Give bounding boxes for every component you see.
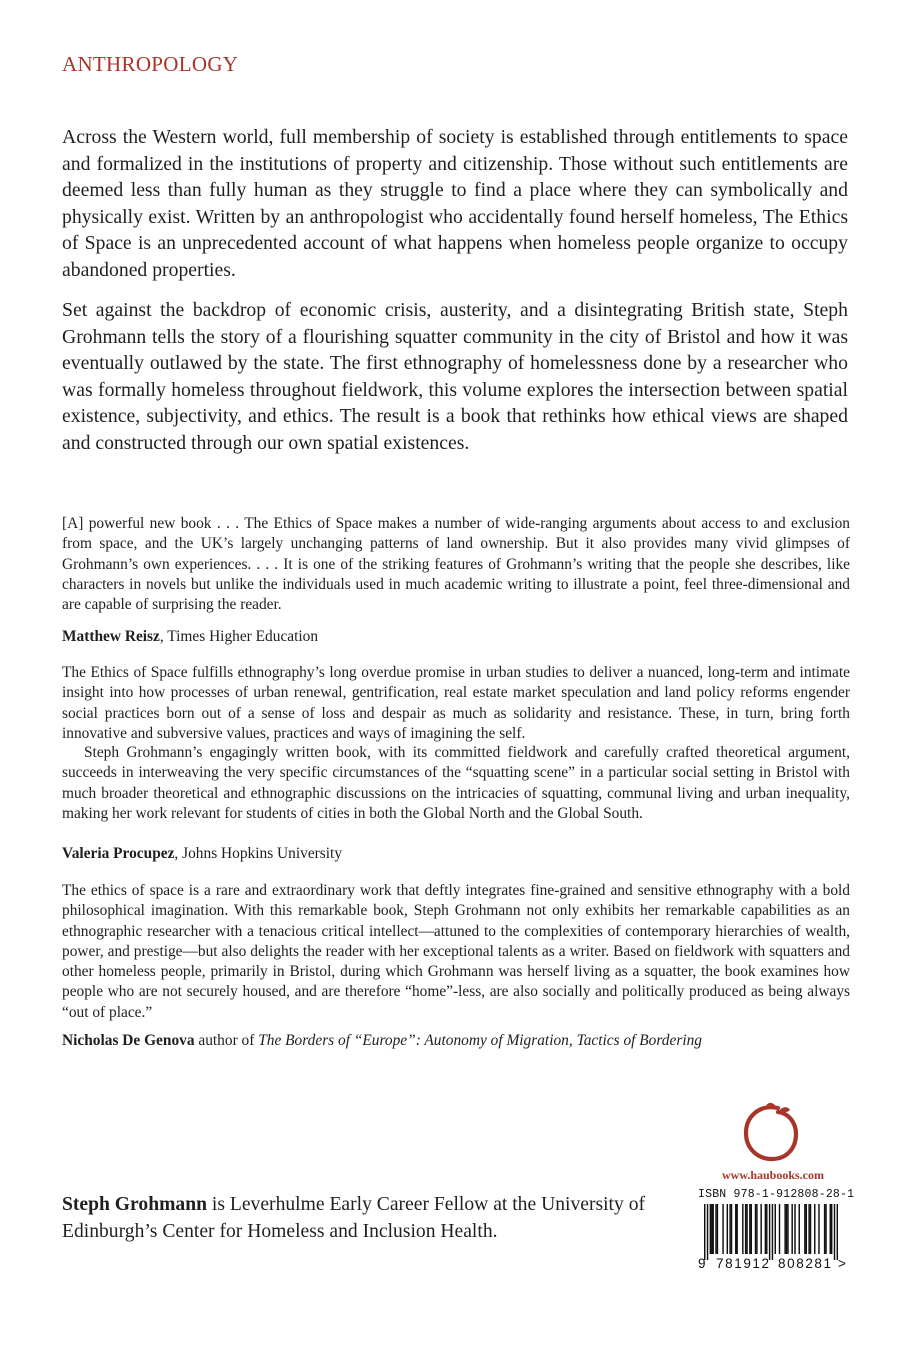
- barcode-bar: [791, 1204, 792, 1254]
- barcode-bar: [830, 1204, 831, 1254]
- barcode-bar: [760, 1204, 761, 1254]
- isbn-barcode: [698, 1188, 855, 1271]
- author-name: Steph Grohmann: [62, 1194, 208, 1215]
- reviewer-affiliation: , Times Higher Education: [159, 628, 319, 645]
- barcode-bar: [707, 1204, 708, 1260]
- barcode-bar: [775, 1204, 776, 1254]
- review-3-text: The ethics of space is a rare and extraordinary work that deftly integrates fine-grained and sensitive ethnography with a bold philosophical imagination. With this remarkable book, Steph Grohmann not only exhibits her remarkable capabilities as an ethnographic researcher with a tenacious critical intellect—attuned to the complexities of contemporary hierarchies of wealth, power, and prestige—but also delights the reader with her exceptional talents as a writer. Based on fieldwork with squatters and other homeless people, primarily in Bristol, during which Grohmann was herself living as a squatter, the book examines how people who are not securely housed, and are therefore “home”-less, are also socially and politically produced as being always “out of place.”: [62, 882, 850, 1021]
- barcode-bar: [736, 1204, 737, 1254]
- barcode-bar: [727, 1204, 728, 1254]
- barcode-bar: [779, 1204, 780, 1254]
- barcode-group-2: 808281: [778, 1256, 833, 1271]
- barcode-bar: [784, 1204, 785, 1254]
- barcode-bar: [742, 1204, 743, 1254]
- barcode-bar: [756, 1204, 757, 1254]
- barcode-bar: [717, 1204, 718, 1254]
- barcode-bar: [722, 1204, 723, 1254]
- barcode-bar: [804, 1204, 805, 1254]
- review-1-attribution: [62, 627, 850, 647]
- publisher-website[interactable]: www.haubooks.com: [721, 1168, 825, 1182]
- barcode-bar: [808, 1204, 809, 1254]
- barcode-bar: [799, 1204, 800, 1254]
- reviewer-name: Matthew Reisz: [62, 628, 160, 645]
- review-2-text-continued: Steph Grohmann’s engagingly written book, with its committed fieldwork and carefully crafted theoretical argument, succeeds in interweaving the very specific circumstances of the “squatting scene” in a particular social setting in Bristol with much broader theoretical and ethnographic discussions on the intricacies of squatting, communal living and urban inequality, making her work relevant for students of cities in both the Global North and the Global South.: [62, 744, 850, 822]
- barcode-bar: [806, 1204, 807, 1254]
- barcode-bar: [746, 1204, 747, 1254]
- reviewer-name: Valeria Procupez: [62, 845, 175, 862]
- reviewer-book-title: The Borders of “Europe”: Autonomy of Migration, Tactics of Bordering: [258, 1032, 702, 1049]
- barcode-bar: [765, 1204, 766, 1254]
- barcode-bar: [769, 1204, 770, 1260]
- barcode-bar: [710, 1204, 711, 1254]
- barcode-bar: [755, 1204, 756, 1254]
- barcode-bar: [787, 1204, 788, 1254]
- barcode-bar: [745, 1204, 746, 1254]
- barcode-bar: [794, 1204, 795, 1254]
- barcode-bar: [825, 1204, 826, 1254]
- barcode-bar: [712, 1204, 713, 1254]
- barcode-bar: [831, 1204, 832, 1254]
- category-label: ANTHROPOLOGY: [62, 52, 239, 76]
- isbn-label: ISBN 978-1-912808-28-1: [698, 1188, 855, 1201]
- barcode-bar: [837, 1204, 838, 1260]
- barcode-bar: [729, 1204, 730, 1254]
- author-bio: [62, 1192, 682, 1245]
- barcode-bar: [818, 1204, 819, 1254]
- barcode-arrow: >: [838, 1256, 846, 1271]
- barcode-bar: [766, 1204, 767, 1254]
- barcode-bar: [715, 1204, 716, 1254]
- barcode-bar: [751, 1204, 752, 1254]
- review-2-attribution: [62, 844, 850, 864]
- barcode-bar: [814, 1204, 815, 1254]
- reviewer-name: Nicholas De Genova: [62, 1032, 195, 1049]
- barcode-bars: [704, 1204, 838, 1260]
- barcode-bar: [772, 1204, 773, 1260]
- barcode-bar: [711, 1204, 712, 1254]
- review-3-attribution: [62, 1031, 850, 1051]
- barcode-bar: [810, 1204, 811, 1254]
- blurb-paragraph-2: Set against the backdrop of economic crisis, austerity, and a disintegrating British state, Steph Grohmann tells the story of a flourishing squatter community in the city of Bristol and how it was eventually outlawed by the state. The first ethnography of homelessness done by a researcher who was formally homeless throughout fieldwork, this volume explores the intersection between spatial existence, subjectivity, and ethics. The result is a book that rethinks how ethical views are shaped and constructed through our own spatial existences.: [62, 299, 848, 454]
- review-1-text: [A] powerful new book . . . The Ethics of Space makes a number of wide-ranging arguments about access to and exclusion from space, and the UK’s largely unchanging patterns of land ownership. But it also provides many vivid glimpses of Grohmann’s own experiences. . . . It is one of the striking features of Grohmann’s writing that the people she describes, like characters in novels but unlike the individuals used in much academic writing to illustrate a point, feel three-dimensional and are capable of surprising the reader.: [62, 515, 850, 614]
- blurb-paragraph-1: Across the Western world, full membership of society is established through entitlements to space and formalized in the institutions of property and citizenship. Those without such entitlements are deemed less than fully human as they struggle to find a place where they can symbolically and physically exist. Written by an anthropologist who accidentally found herself homeless, The Ethics of Space is an unprecedented account of what happens when homeless people organize to occupy abandoned properties.: [62, 126, 848, 281]
- barcode-first-digit: 9: [698, 1256, 706, 1271]
- review-2-text: The Ethics of Space fulfills ethnography’s long overdue promise in urban studies to deliver a nuanced, long-term and intimate insight into how processes of urban renewal, gentrification, real estate market speculation and land policy reforms engender social practices born out of a sense of loss and despair as much as solidarity and resistance. These, in turn, bring forth innovative and subversive values, practices and ways of imagining the self.: [62, 664, 850, 742]
- barcode-bar: [731, 1204, 732, 1254]
- barcode-bar: [749, 1204, 750, 1254]
- barcode-bar: [824, 1204, 825, 1254]
- barcode-bar: [735, 1204, 736, 1254]
- ouroboros-logo-icon: [738, 1100, 804, 1166]
- author-bio-text: is Leverhulme Early Career Fellow at the University of Edinburgh’s Center for Homeless and Inclusion Health.: [62, 1194, 646, 1242]
- barcode-bar: [834, 1204, 835, 1260]
- barcode-group-1: 781912: [716, 1256, 771, 1271]
- reviewer-affiliation: , Johns Hopkins University: [174, 845, 343, 862]
- barcode-bar: [786, 1204, 787, 1254]
- barcode-bar: [704, 1204, 705, 1260]
- reviewer-affiliation: author of: [194, 1032, 259, 1049]
